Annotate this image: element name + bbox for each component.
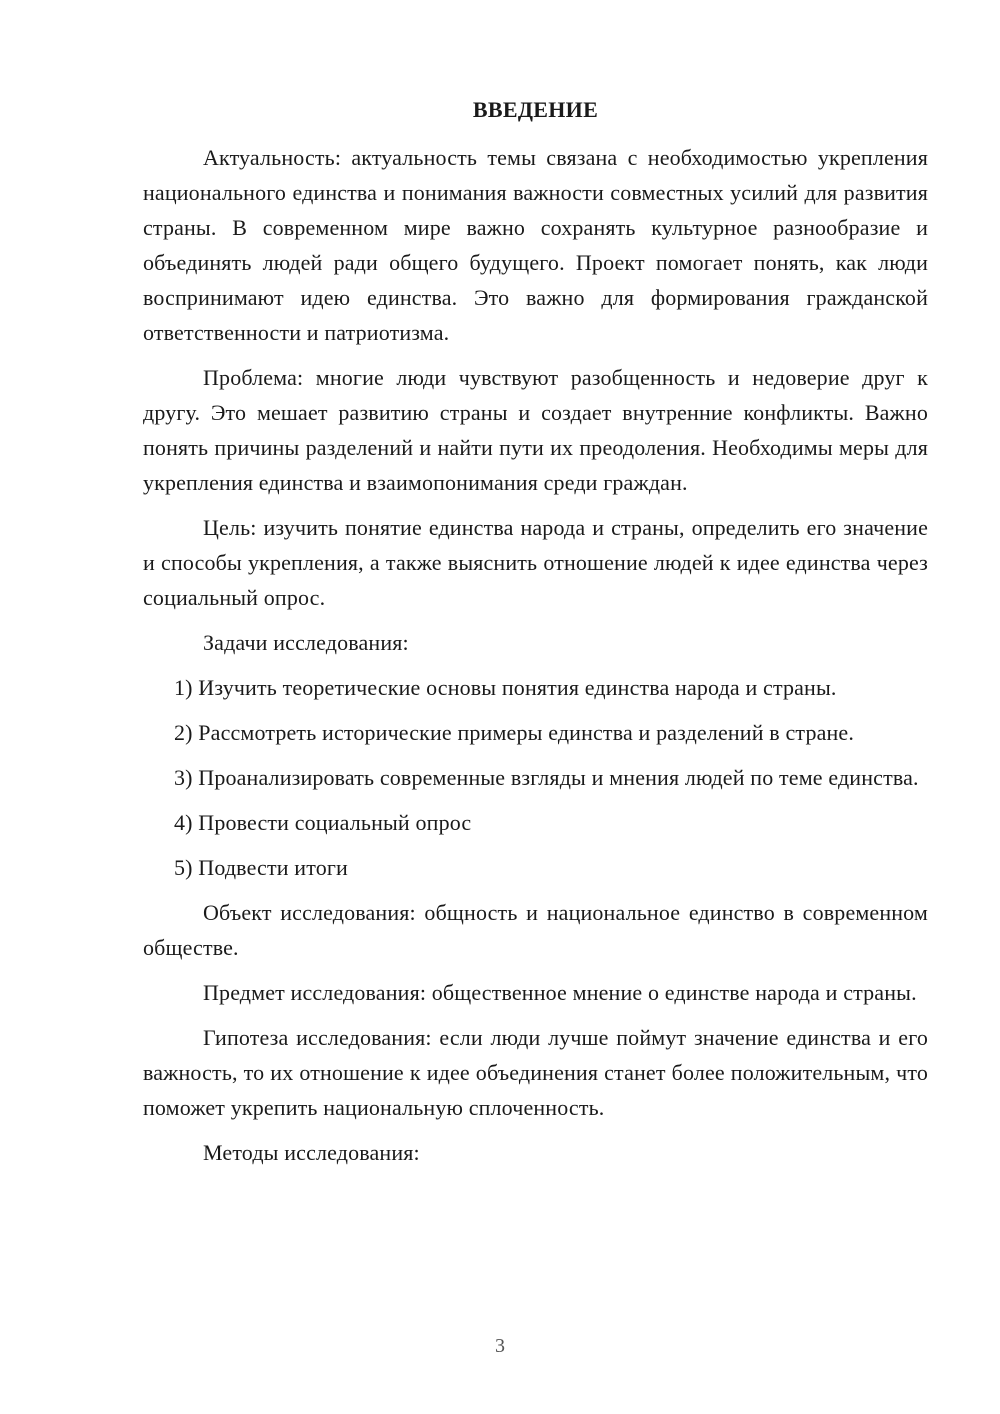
subject-paragraph: Предмет исследования: общественное мнение о единстве народа и страны. xyxy=(203,980,917,1005)
document-page xyxy=(143,95,928,1180)
hypothesis-paragraph: Гипотеза исследования: если люди лучше поймут значение единства и его важность, то их отношение к идее объединения станет более положительным, что поможет укрепить национальную сплоченность. xyxy=(143,1025,928,1120)
section-heading: ВВЕДЕНИЕ xyxy=(472,97,599,122)
task-item-5: 5) Подвести итоги xyxy=(174,855,348,880)
problem-paragraph: Проблема: многие люди чувствуют разобщенность и недоверие друг к другу. Это мешает развитию страны и создает внутренние конфликты. Важно понять причины разделений и найти пути их преодоления. Необходимы меры для укрепления единства и взаимопонимания среди граждан. xyxy=(143,365,928,495)
goal-paragraph: Цель: изучить понятие единства народа и страны, определить его значение и способы укрепления, а также выяснить отношение людей к идее единства через социальный опрос. xyxy=(143,515,928,610)
task-item-2: 2) Рассмотреть исторические примеры единства и разделений в стране. xyxy=(174,720,854,745)
task-item-4: 4) Провести социальный опрос xyxy=(174,810,472,835)
task-item-3: 3) Проанализировать современные взгляды и мнения людей по теме единства. xyxy=(174,765,919,790)
tasks-title: Задачи исследования: xyxy=(203,630,409,655)
task-item-1: 1) Изучить теоретические основы понятия единства народа и страны. xyxy=(174,675,837,700)
object-paragraph: Объект исследования: общность и национальное единство в современном обществе. xyxy=(143,900,928,960)
relevance-paragraph: Актуальность: актуальность темы связана с необходимостью укрепления национального единства и понимания важности совместных усилий для развития страны. В современном мире важно сохранять культурное разнообразие и объединять людей ради общего будущего. Проект помогает понять, как люди воспринимают идею единства. Это важно для формирования гражданской ответственности и патриотизма. xyxy=(143,145,928,345)
page-number: 3 xyxy=(495,1335,505,1357)
tasks-list xyxy=(143,670,928,885)
methods-title: Методы исследования: xyxy=(203,1140,420,1165)
